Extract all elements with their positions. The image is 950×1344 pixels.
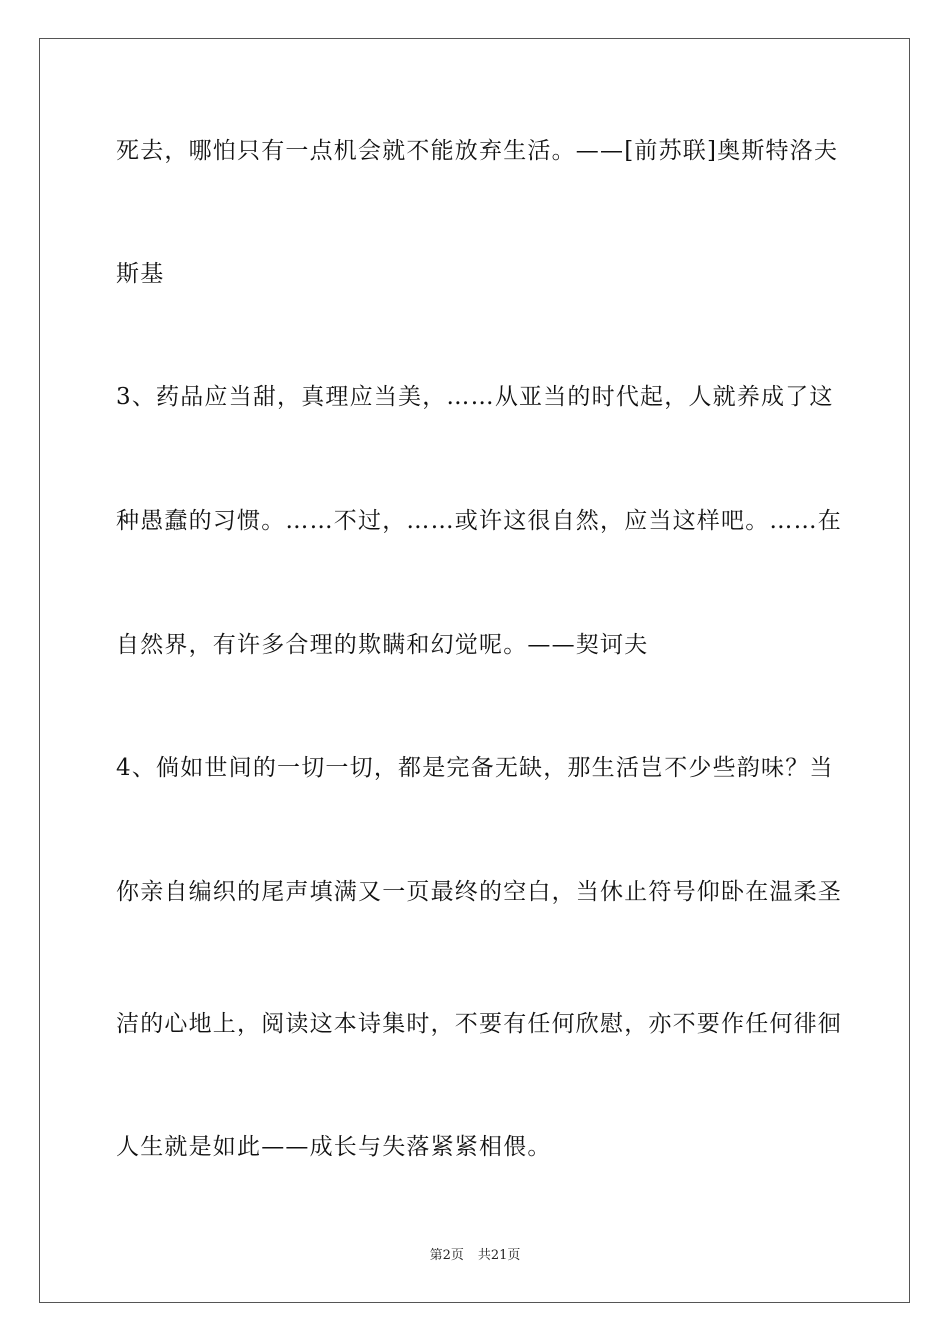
text-line: 洁的心地上，阅读这本诗集时，不要有任何欣慰，亦不要作任何徘徊 <box>116 1011 842 1037</box>
text-line: 死去，哪怕只有一点机会就不能放弃生活。——[前苏联]奥斯特洛夫 <box>116 138 839 164</box>
text-line: 你亲自编织的尾声填满又一页最终的空白，当休止符号仰卧在温柔圣 <box>116 879 842 905</box>
page-number: 第2页 <box>429 1248 464 1263</box>
page-total: 共21页 <box>477 1248 521 1263</box>
text-line: 种愚蠢的习惯。……不过，……或许这很自然，应当这样吧。……在 <box>116 508 842 534</box>
text-line: 3、药品应当甜，真理应当美，……从亚当的时代起，人就养成了这 <box>116 384 834 410</box>
page-border <box>39 38 910 1303</box>
page-footer <box>0 1247 950 1265</box>
text-line: 人生就是如此——成长与失落紧紧相偎。 <box>116 1134 552 1160</box>
text-line: 斯基 <box>116 261 165 287</box>
text-line: 4、倘如世间的一切一切，都是完备无缺，那生活岂不少些韵味？当 <box>116 755 834 781</box>
text-line: 自然界，有许多合理的欺瞒和幻觉呢。——契诃夫 <box>116 632 649 658</box>
